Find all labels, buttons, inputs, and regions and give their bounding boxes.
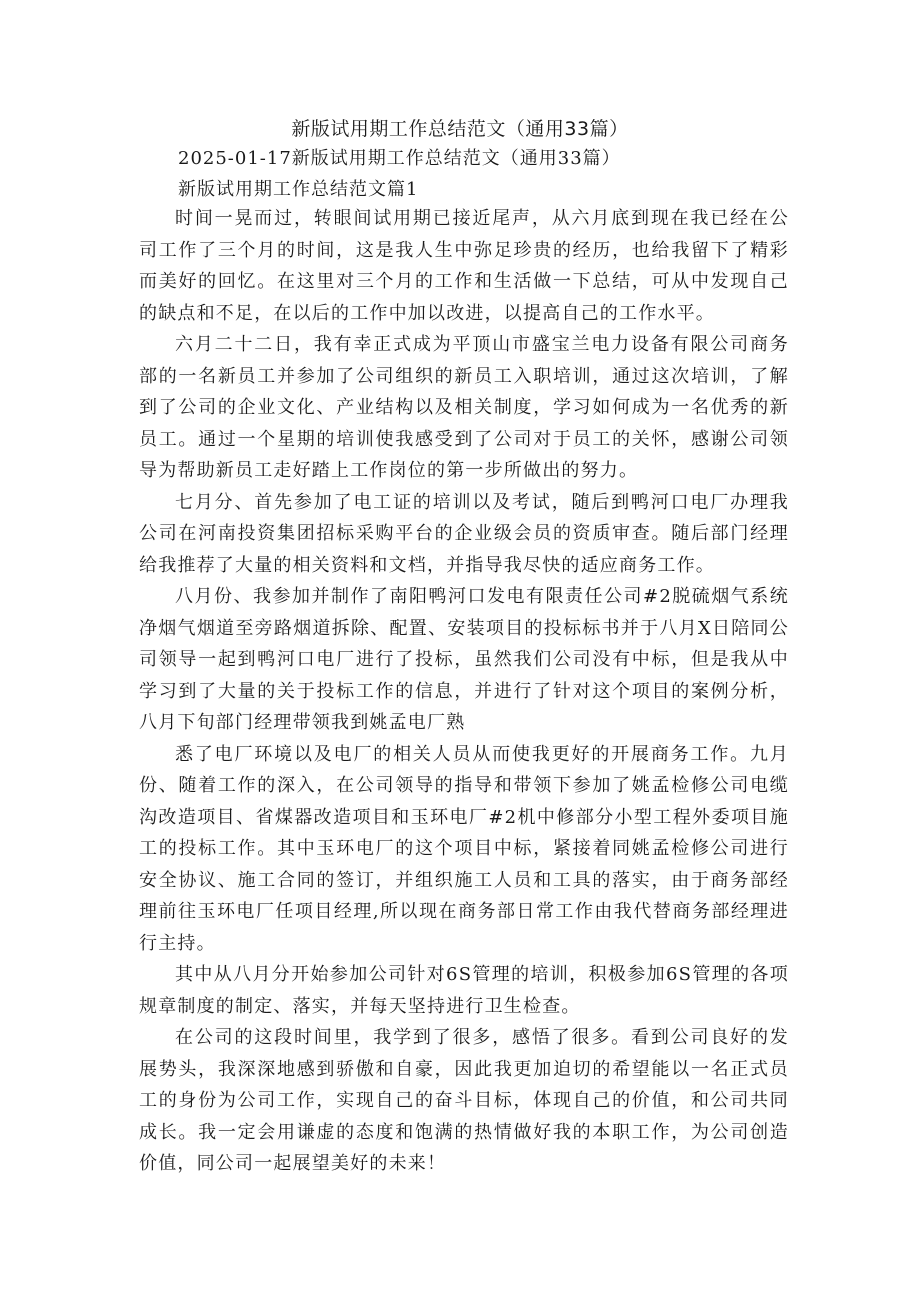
document-title: 新版试用期工作总结范文（通用33篇） <box>291 118 629 140</box>
paragraph-6: 其中从八月分开始参加公司针对6S管理的培训，积极参加6S管理的各项规章制度的制定、落实，并每天坚持进行卫生检查。 <box>139 964 789 1017</box>
paragraph-3: 七月分、首先参加了电工证的培训以及考试，随后到鸭河口电厂办理我公司在河南投资集团招标采购平台的企业级会员的资质审查。随后部门经理给我推荐了大量的相关资料和文档，并指导我尽快的适应商务工作。 <box>139 491 789 576</box>
paragraph-5: 悉了电厂环境以及电厂的相关人员从而使我更好的开展商务工作。九月份、随着工作的深入，在公司领导的指导和带领下参加了姚孟检修公司电缆沟改造项目、省煤器改造项目和玉环电厂#2机中修部分小型工程外委项目施工的投标工作。其中玉环电厂的这个项目中标，紧接着同姚孟检修公司进行安全协议、施工合同的签订，并组织施工人员和工具的落实，由于商务部经理前往玉环电厂任项目经理,所以现在商务部日常工作由我代替商务部经理进行主持。 <box>139 743 789 954</box>
paragraph-7: 在公司的这段时间里，我学到了很多，感悟了很多。看到公司良好的发展势头，我深深地感到骄傲和自豪，因此我更加迫切的希望能以一名正式员工的身份为公司工作，实现自己的奋斗目标，体现自己的价值，和公司共同成长。我一定会用谦虚的态度和饱满的热情做好我的本职工作，为公司创造价值，同公司一起展望美好的未来！ <box>139 1027 789 1174</box>
date-line: 2025-01-17新版试用期工作总结范文（通用33篇） <box>178 148 621 169</box>
section-heading: 新版试用期工作总结范文篇1 <box>178 179 419 200</box>
paragraph-1: 时间一晃而过，转眼间试用期已接近尾声，从六月底到现在我已经在公司工作了三个月的时间，这是我人生中弥足珍贵的经历，也给我留下了精彩而美好的回忆。在这里对三个月的工作和生活做一下总结，可从中发现自己的缺点和不足，在以后的工作中加以改进，以提高自己的工作水平。 <box>139 208 789 324</box>
paragraph-4: 八月份、我参加并制作了南阳鸭河口发电有限责任公司#2脱硫烟气系统净烟气烟道至旁路烟道拆除、配置、安装项目的投标标书并于八月X日陪同公司领导一起到鸭河口电厂进行了投标，虽然我们公司没有中标，但是我从中学习到了大量的关于投标工作的信息，并进行了针对这个项目的案例分析，八月下旬部门经理带领我到姚孟电厂熟 <box>139 586 789 733</box>
document-body <box>139 203 789 1180</box>
paragraph-2: 六月二十二日，我有幸正式成为平顶山市盛宝兰电力设备有限公司商务部的一名新员工并参加了公司组织的新员工入职培训，通过这次培训，了解到了公司的企业文化、产业结构以及相关制度，学习如何成为一名优秀的新员工。通过一个星期的培训使我感受到了公司对于员工的关怀，感谢公司领导为帮助新员工走好踏上工作岗位的第一步所做出的努力。 <box>139 334 789 481</box>
